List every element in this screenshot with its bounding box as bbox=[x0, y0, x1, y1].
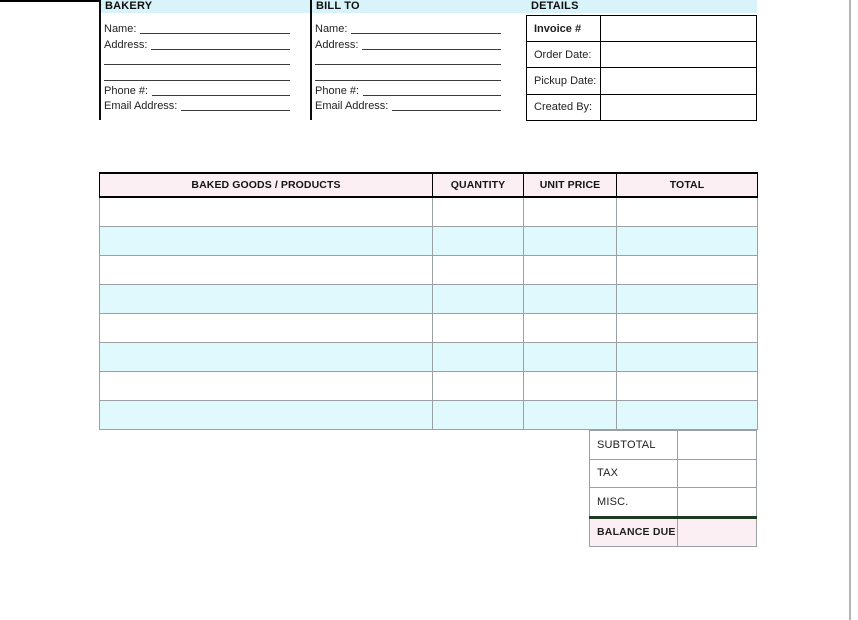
total-cell[interactable] bbox=[617, 314, 758, 343]
quantity-cell[interactable] bbox=[433, 256, 524, 285]
created-by-label: Created By: bbox=[527, 94, 601, 120]
misc-value[interactable] bbox=[678, 488, 757, 518]
bill-to-name-label: Name: bbox=[315, 23, 348, 36]
product-cell[interactable] bbox=[100, 343, 433, 372]
balance-due-row bbox=[590, 517, 757, 547]
quantity-cell[interactable] bbox=[433, 401, 524, 430]
bakery-address-line-3 bbox=[104, 79, 290, 81]
quantity-cell[interactable] bbox=[433, 285, 524, 314]
details-section-title: DETAILS bbox=[531, 0, 579, 12]
product-row bbox=[100, 401, 758, 430]
bakery-address-field bbox=[104, 36, 290, 51]
bakery-email-field bbox=[104, 98, 290, 113]
misc-row bbox=[590, 488, 757, 518]
bakery-email-line bbox=[181, 109, 290, 111]
subtotal-label: SUBTOTAL bbox=[590, 431, 678, 460]
bill-to-address-field-2 bbox=[315, 52, 501, 67]
product-cell[interactable] bbox=[100, 372, 433, 401]
product-cell[interactable] bbox=[100, 256, 433, 285]
bill-to-email-field bbox=[315, 98, 501, 113]
bill-to-phone-label: Phone #: bbox=[315, 84, 360, 97]
product-cell[interactable] bbox=[100, 285, 433, 314]
unit-price-cell[interactable] bbox=[524, 401, 617, 430]
unit-price-cell[interactable] bbox=[524, 314, 617, 343]
unit-price-cell[interactable] bbox=[524, 197, 617, 227]
product-row bbox=[100, 256, 758, 285]
bakery-email-label: Email Address: bbox=[104, 100, 178, 113]
bill-to-address-line bbox=[362, 48, 501, 50]
column-header-quantity: QUANTITY bbox=[433, 173, 524, 197]
total-cell[interactable] bbox=[617, 401, 758, 430]
subtotal-value[interactable] bbox=[678, 431, 757, 460]
bill-to-phone-field bbox=[315, 83, 501, 98]
bakery-address-field-3 bbox=[104, 67, 290, 82]
bakery-phone-label: Phone #: bbox=[104, 84, 149, 97]
column-header-unit-price: UNIT PRICE bbox=[524, 173, 617, 197]
details-row-order-date bbox=[527, 42, 757, 68]
product-row bbox=[100, 372, 758, 401]
pickup-date-value[interactable] bbox=[601, 68, 757, 94]
unit-price-cell[interactable] bbox=[524, 285, 617, 314]
bill-to-phone-line bbox=[363, 94, 501, 96]
product-cell[interactable] bbox=[100, 227, 433, 256]
bakery-address-field-2 bbox=[104, 52, 290, 67]
bill-to-email-label: Email Address: bbox=[315, 100, 389, 113]
window-right-edge bbox=[849, 0, 851, 620]
product-row bbox=[100, 343, 758, 372]
summary-table bbox=[589, 430, 757, 547]
tax-value[interactable] bbox=[678, 459, 757, 488]
unit-price-cell[interactable] bbox=[524, 227, 617, 256]
total-cell[interactable] bbox=[617, 227, 758, 256]
product-cell[interactable] bbox=[100, 197, 433, 227]
products-table bbox=[99, 172, 758, 430]
unit-price-cell[interactable] bbox=[524, 256, 617, 285]
bill-to-email-line bbox=[392, 109, 501, 111]
misc-label: MISC. bbox=[590, 488, 678, 518]
total-cell[interactable] bbox=[617, 285, 758, 314]
unit-price-cell[interactable] bbox=[524, 372, 617, 401]
bakery-phone-line bbox=[152, 94, 290, 96]
tax-row bbox=[590, 459, 757, 488]
subtotal-row bbox=[590, 431, 757, 460]
bill-to-name-line bbox=[351, 32, 501, 34]
product-row bbox=[100, 285, 758, 314]
details-row-pickup-date bbox=[527, 68, 757, 94]
bill-to-address-line-2 bbox=[315, 63, 501, 65]
bill-to-address-line-3 bbox=[315, 79, 501, 81]
bakery-address-label: Address: bbox=[104, 38, 148, 51]
total-cell[interactable] bbox=[617, 372, 758, 401]
bakery-address-line bbox=[151, 48, 290, 50]
bill-to-address-field-3 bbox=[315, 67, 501, 82]
balance-due-label: BALANCE DUE bbox=[590, 517, 678, 547]
products-header-row bbox=[100, 173, 758, 197]
bakery-name-line bbox=[140, 32, 290, 34]
product-row bbox=[100, 197, 758, 227]
bill-to-address-label: Address: bbox=[315, 38, 359, 51]
bakery-section-border bbox=[99, 0, 101, 120]
bakery-phone-field bbox=[104, 83, 290, 98]
bakery-fields bbox=[104, 21, 290, 113]
bill-to-address-field bbox=[315, 36, 501, 51]
details-row-created-by bbox=[527, 94, 757, 120]
bakery-name-label: Name: bbox=[104, 23, 137, 36]
order-date-value[interactable] bbox=[601, 42, 757, 68]
details-table bbox=[526, 15, 757, 121]
total-cell[interactable] bbox=[617, 343, 758, 372]
order-date-label: Order Date: bbox=[527, 42, 601, 68]
pickup-date-label: Pickup Date: bbox=[527, 68, 601, 94]
column-header-products: BAKED GOODS / PRODUCTS bbox=[100, 173, 433, 197]
quantity-cell[interactable] bbox=[433, 372, 524, 401]
details-row-invoice bbox=[527, 16, 757, 42]
bill-to-section-border bbox=[310, 0, 312, 120]
invoice-number-value[interactable] bbox=[601, 16, 757, 42]
total-cell[interactable] bbox=[617, 197, 758, 227]
balance-due-value[interactable] bbox=[678, 517, 757, 547]
created-by-value[interactable] bbox=[601, 94, 757, 120]
product-row bbox=[100, 314, 758, 343]
product-cell[interactable] bbox=[100, 401, 433, 430]
section-header-band bbox=[99, 0, 757, 13]
bakery-section-title: BAKERY bbox=[105, 0, 153, 12]
bakery-name-field bbox=[104, 21, 290, 36]
bakery-address-line-2 bbox=[104, 63, 290, 65]
bill-to-fields bbox=[315, 21, 501, 113]
invoice-number-label: Invoice # bbox=[527, 16, 601, 42]
quantity-cell[interactable] bbox=[433, 343, 524, 372]
product-row bbox=[100, 227, 758, 256]
bill-to-section-title: BILL TO bbox=[316, 0, 360, 12]
unit-price-cell[interactable] bbox=[524, 343, 617, 372]
total-cell[interactable] bbox=[617, 256, 758, 285]
product-cell[interactable] bbox=[100, 314, 433, 343]
quantity-cell[interactable] bbox=[433, 314, 524, 343]
bill-to-name-field bbox=[315, 21, 501, 36]
quantity-cell[interactable] bbox=[433, 197, 524, 227]
tax-label: TAX bbox=[590, 459, 678, 488]
column-header-total: TOTAL bbox=[617, 173, 758, 197]
quantity-cell[interactable] bbox=[433, 227, 524, 256]
